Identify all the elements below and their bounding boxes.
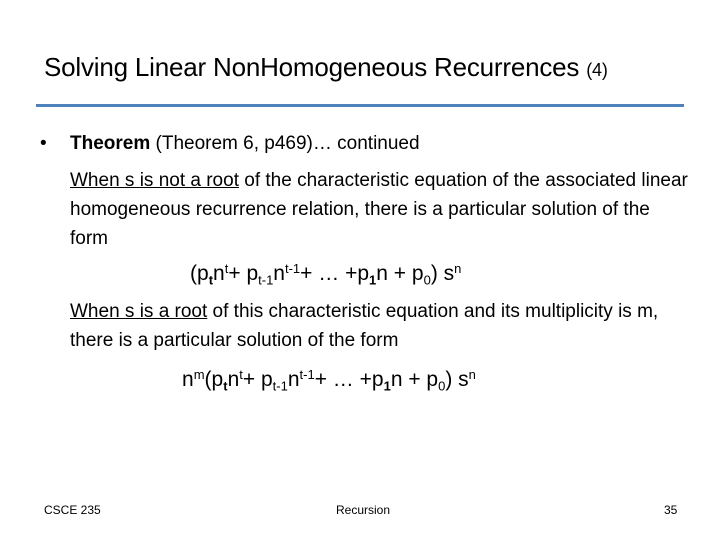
- theorem-bullet: [40, 132, 420, 156]
- slide-title-main: Solving Linear NonHomogeneous Recurrences: [44, 52, 580, 82]
- title-divider: [36, 104, 684, 107]
- bullet-marker: •: [40, 133, 47, 154]
- footer-course: CSCE 235: [44, 503, 101, 517]
- case-root-paragraph: [70, 297, 690, 355]
- formula-particular-solution: ($p_tn^t+ p_{t-1}n^{t-1}+$ … $+p_1n + p_0$) $s^n$: [190, 260, 462, 288]
- slide-title-suffix: (4): [586, 60, 608, 80]
- formula-particular-solution-multiplicity: $n^m(p_tn^t+ p_{t-1}n^{t-1}+$ … $+p_1n + p_0$) $s^n$: [182, 366, 476, 394]
- case-not-root-paragraph: [70, 166, 690, 253]
- slide-number: 35: [664, 503, 678, 517]
- case-not-root-text: of the characteristic equation of the associated linear homogeneous recurrence relation, there is a particular solution of the form: [70, 170, 688, 249]
- footer-topic: Recursion: [336, 503, 391, 517]
- theorem-label: Theorem: [70, 133, 151, 154]
- theorem-reference: (Theorem 6, p469)… continued: [150, 133, 420, 154]
- case-not-root-condition: When s is not a root: [70, 170, 239, 191]
- case-root-condition: When s is a root: [70, 301, 208, 322]
- case-root-text: of this characteristic equation and its multiplicity is m, there is a particular solution of the form: [70, 301, 659, 351]
- slide-title: [44, 52, 608, 83]
